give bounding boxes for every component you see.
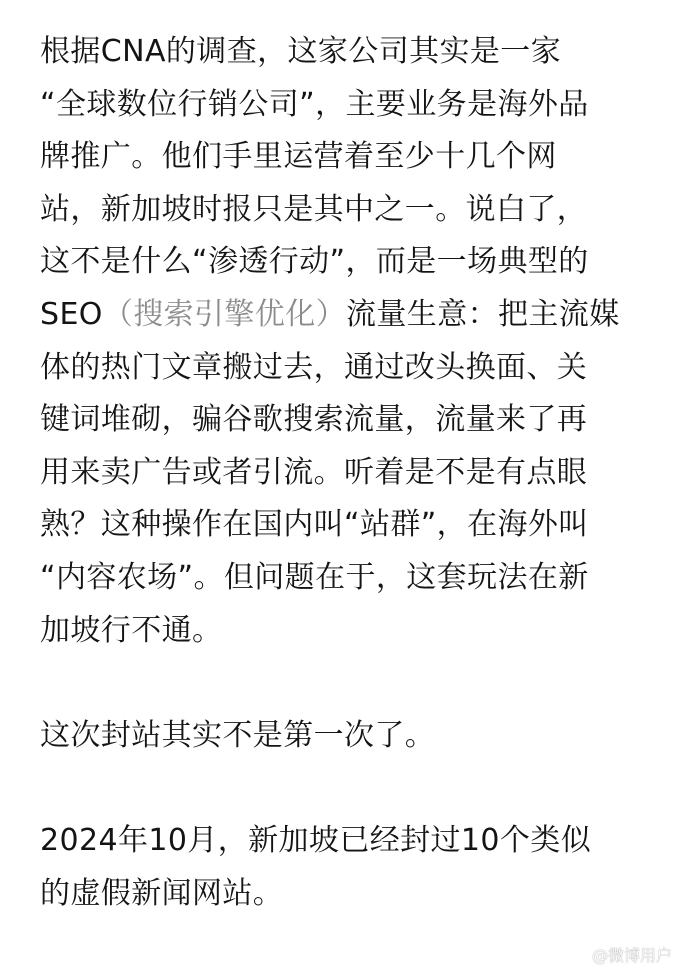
text-line: “全球数位行销公司”，主要业务是海外品 [40,86,589,122]
text-line: “内容农场”。但问题在于，这套玩法在新 [40,559,589,595]
article-body [40,26,655,920]
text-line: 的虚假新闻网站。 [40,875,284,911]
text-line: 键词堆砌，骗谷歌搜索流量，流量来了再 [40,402,588,438]
paragraph-gap [40,762,655,815]
text-line: 用来卖广告或者引流。听着是不是有点眼 [40,454,588,490]
seo-line-rest: 流量生意：把主流媒 [346,296,620,332]
paragraph-3 [40,815,655,920]
text-line: 加坡行不通。 [40,612,223,648]
text-line: 站，新加坡时报只是其中之一。说白了， [40,191,588,227]
text-line: 熟？这种操作在国内叫“站群”，在海外叫 [40,507,589,543]
watermark: @微博用户 [591,946,672,965]
text-line: 这不是什么“渗透行动”，而是一场典型的 [40,244,589,280]
text-line-seo [40,289,655,342]
paragraph-gap [40,657,655,710]
text-line: 这次封站其实不是第一次了。 [40,717,436,753]
seo-explanation: （搜索引擎优化） [102,296,347,332]
paragraph-2 [40,710,655,763]
text-line: 体的热门文章搬过去，通过改头换面、关 [40,349,588,385]
paragraph-1 [40,26,655,657]
text-line: 牌推广。他们手里运营着至少十几个网 [40,139,557,175]
text-line: 根据CNA的调查，这家公司其实是一家 [40,34,562,69]
text-line: 2024年10月，新加坡已经封过10个类似 [40,822,592,858]
seo-term: SEO [40,296,103,332]
